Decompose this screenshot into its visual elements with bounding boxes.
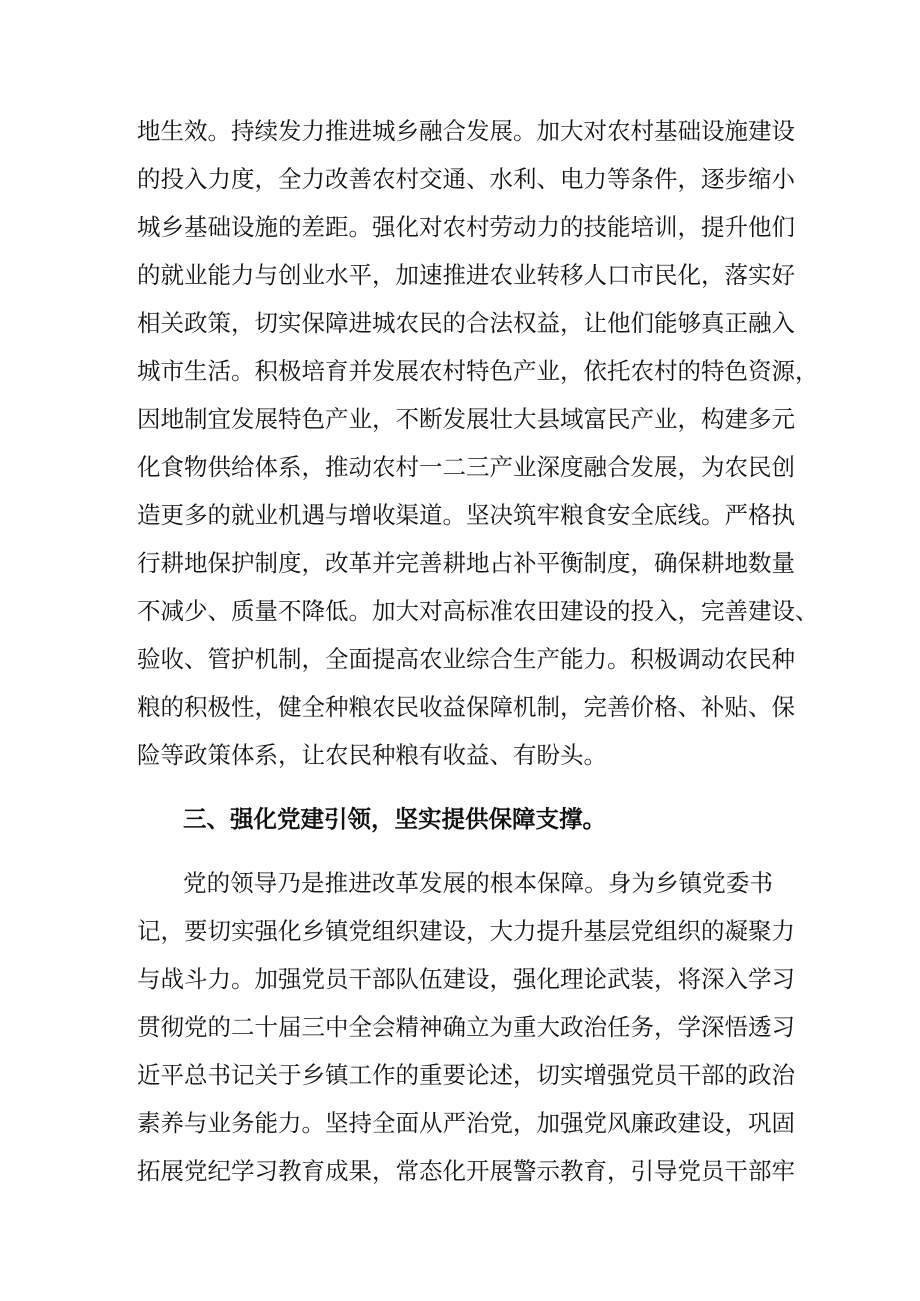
paragraph-line: 造更多的就业机遇与增收渠道。坚决筑牢粮食安全底线。严格执 <box>137 501 795 529</box>
paragraph-line: 拓展党纪学习教育成果，常态化开展警示教育，引导党员干部牢 <box>137 1157 795 1185</box>
paragraph-line: 记，要切实强化乡镇党组织建设，大力提升基层党组织的凝聚力 <box>137 917 795 945</box>
paragraph-line: 行耕地保护制度，改革并完善耕地占补平衡制度，确保耕地数量 <box>137 549 795 577</box>
paragraph-line: 相关政策，切实保障进城农民的合法权益，让他们能够真正融入 <box>137 309 795 337</box>
paragraph-line: 的投入力度，全力改善农村交通、水利、电力等条件，逐步缩小 <box>137 165 795 193</box>
section-heading: 三、强化党建引领，坚实提供保障支撑。 <box>183 805 606 833</box>
paragraph-line: 素养与业务能力。坚持全面从严治党，加强党风廉政建设，巩固 <box>137 1109 795 1137</box>
paragraph-line: 的就业能力与创业水平，加速推进农业转移人口市民化，落实好 <box>137 261 795 289</box>
paragraph-line: 城市生活。积极培育并发展农村特色产业，依托农村的特色资源， <box>137 357 819 385</box>
paragraph-line: 不减少、质量不降低。加大对高标准农田建设的投入，完善建设、 <box>137 597 819 625</box>
paragraph-line: 因地制宜发展特色产业，不断发展壮大县域富民产业，构建多元 <box>137 405 795 433</box>
paragraph-line: 近平总书记关于乡镇工作的重要论述，切实增强党员干部的政治 <box>137 1061 795 1089</box>
paragraph-line: 粮的积极性，健全种粮农民收益保障机制，完善价格、补贴、保 <box>137 693 795 721</box>
paragraph-line: 党的领导乃是推进改革发展的根本保障。身为乡镇党委书 <box>183 869 773 897</box>
paragraph-line: 与战斗力。加强党员干部队伍建设，强化理论武装，将深入学习 <box>137 965 795 993</box>
paragraph-line: 化食物供给体系，推动农村一二三产业深度融合发展，为农民创 <box>137 453 795 481</box>
paragraph-line: 验收、管护机制，全面提高农业综合生产能力。积极调动农民种 <box>137 645 795 673</box>
paragraph-line: 地生效。持续发力推进城乡融合发展。加大对农村基础设施建设 <box>137 117 795 145</box>
paragraph-line: 城乡基础设施的差距。强化对农村劳动力的技能培训，提升他们 <box>137 213 795 241</box>
paragraph-line: 贯彻党的二十届三中全会精神确立为重大政治任务，学深悟透习 <box>137 1013 795 1041</box>
paragraph-line: 险等政策体系，让农民种粮有收益、有盼头。 <box>137 741 607 769</box>
